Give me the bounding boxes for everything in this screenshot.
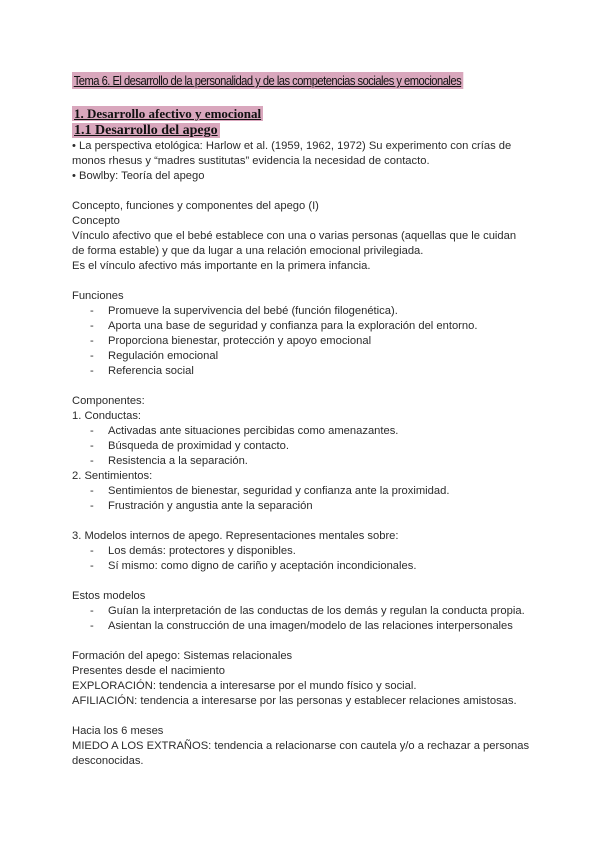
list-item: - Promueve la supervivencia del bebé (función filogenética).: [72, 304, 532, 319]
feelings-label: 2. Sentimientos:: [72, 470, 153, 482]
formation-line: AFILIACIÓN: tendencia a interesarse por las personas y establecer relaciones amistosas.: [72, 695, 517, 707]
list-item: - Aporta una base de seguridad y confianza para la exploración del entorno.: [72, 319, 532, 334]
functions-label: Funciones: [72, 290, 124, 302]
concept-text: de forma estable) y que da lugar a una relación emocional privilegiada.: [72, 245, 424, 257]
list-item: - Sentimientos de bienestar, seguridad y confianza ante la proximidad.: [72, 484, 532, 499]
conducts-list: [72, 424, 532, 469]
formation-line: Presentes desde el nacimiento: [72, 665, 225, 677]
intro-line: • La perspectiva etológica: Harlow et al. (1959, 1962, 1972) Su experimento con crías de: [72, 140, 512, 152]
six-months-line: MIEDO A LOS EXTRAÑOS: tendencia a relacionarse con cautela y/o a rechazar a personas: [72, 740, 530, 752]
list-item: - Proporciona bienestar, protección y apoyo emocional: [72, 334, 532, 349]
formation-line: Formación del apego: Sistemas relacionales: [72, 650, 293, 662]
subsection-heading: 1.1 Desarrollo del apego: [74, 123, 218, 138]
six-months-line: desconocidas.: [72, 755, 144, 767]
concept-heading: Concepto, funciones y componentes del apego (I): [72, 200, 319, 212]
concept-text: Es el vínculo afectivo más importante en la primera infancia.: [72, 260, 371, 272]
functions-list: [72, 304, 532, 379]
these-models-list: [72, 604, 532, 634]
list-item: - Los demás: protectores y disponibles.: [72, 544, 532, 559]
list-item: - Activadas ante situaciones percibidas como amenazantes.: [72, 424, 532, 439]
document-title: Tema 6. El desarrollo de la personalidad y de las competencias sociales y emocionales: [73, 73, 462, 88]
formation-line: EXPLORACIÓN: tendencia a interesarse por el mundo físico y social.: [72, 680, 417, 692]
list-item: - Regulación emocional: [72, 349, 532, 364]
intro-line: monos rhesus y “madres sustitutas” evidencia la necesidad de contacto.: [72, 155, 430, 167]
list-item: - Resistencia a la separación.: [72, 454, 532, 469]
list-item: - Referencia social: [72, 364, 532, 379]
concept-text: Vínculo afectivo que el bebé establece con una o varias personas (aquellas que le cuidan: [72, 230, 517, 242]
list-item: - Sí mismo: como digno de cariño y aceptación incondicionales.: [72, 559, 532, 574]
these-models-label: Estos modelos: [72, 590, 146, 602]
intro-line: • Bowlby: Teoría del apego: [72, 170, 205, 182]
conducts-label: 1. Conductas:: [72, 410, 142, 422]
models-list: [72, 544, 532, 574]
concept-label: Concepto: [72, 215, 120, 227]
components-label: Componentes:: [72, 395, 145, 407]
models-label: 3. Modelos internos de apego. Representaciones mentales sobre:: [72, 530, 399, 542]
list-item: - Frustración y angustia ante la separación: [72, 499, 532, 514]
six-months-line: Hacia los 6 meses: [72, 725, 164, 737]
document-page: [72, 72, 532, 769]
list-item: - Guían la interpretación de las conductas de los demás y regulan la conducta propia.: [72, 604, 532, 619]
list-item: - Búsqueda de proximidad y contacto.: [72, 439, 532, 454]
feelings-list: [72, 484, 532, 514]
section-heading: 1. Desarrollo afectivo y emocional: [74, 106, 262, 121]
list-item: - Asientan la construcción de una imagen/modelo de las relaciones interpersonales: [72, 619, 532, 634]
